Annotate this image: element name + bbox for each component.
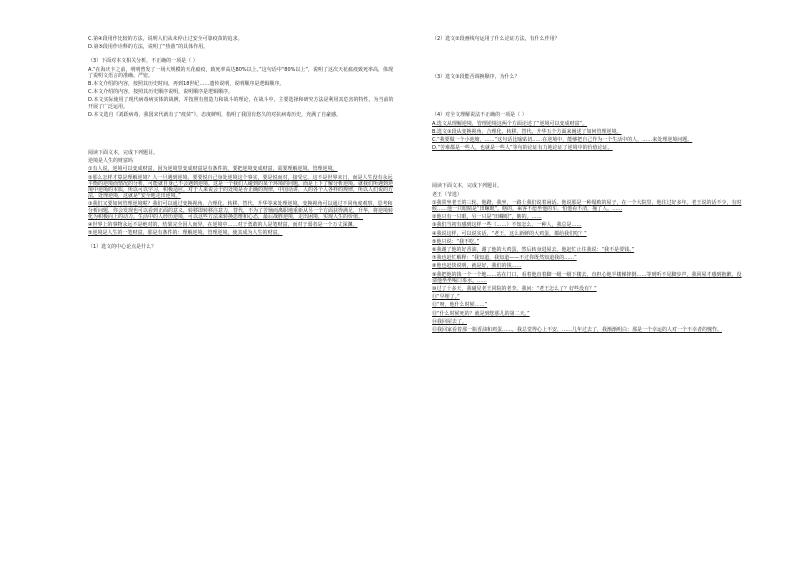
left-q3-option-a: A.“在海庆卡之前，明明曾发了一场大规模的天花瘟疫，致死率高达80%以上。”这句话中“80%以上”，说明了这次天花瘟疫致死率高，体现了说明文语言的准确、严密。 bbox=[88, 66, 394, 79]
right-para-6: ⑥我谢了他的好香油，谢了他的大鸡蛋，然后转身进屋去。他赶忙止住我说：“我不是要钱。” bbox=[432, 247, 635, 254]
right-para-3: ③我们当初有感到这样一些（……）不知怎么，一种人，我总是…… bbox=[432, 222, 582, 229]
left-para-3: ③我们又要如何管理逆境呢？我们可以通过变换视角、合理化、转移、替代、升华等来处理逆境。变换视角可以通过不同角度观察，思考和分析问题，你会发现也可以看到正面的意义，转移即转移注意力，替代，不为了苦恼而离职地重新从另一个方面获得满足，升华，将逆境转化为积极向上的动力。生活中的人经历逆境，可以这些方法来转换思维和心态，最后战胜逆境，走出困境，实现人生的价值。 bbox=[88, 201, 394, 220]
right-q4-option-c: C.“我要做一个小池塘，……”这句话比喻贴切……在逆境中，能够把自己作为一个生活中的人，……来处理逆境问题。 bbox=[432, 137, 693, 144]
right-para-2: ②他只有一只眼，另一只是“田螺眼”，瞎的。…… bbox=[432, 214, 542, 221]
left-reading-instruction: 阅读下面文本，完成下列题目。 bbox=[88, 150, 159, 157]
right-para-11: ⑪“早埋了。” bbox=[432, 294, 460, 301]
right-para-8: ⑧他也赶快说明，就是好，我们的钱…… bbox=[432, 263, 522, 270]
left-q3-stem: （3）下面对本文相关分析，不正确的一项是（ ） bbox=[88, 58, 198, 65]
right-reading-title: 老王（节选） bbox=[432, 191, 463, 198]
right-q4-option-b: B.选文③段从变换视角、合理化、转移、替代、升华五个方面来阐述了如何管理逆境。 bbox=[432, 128, 622, 135]
left-para-4: ④世界上的事物永远不是绝对的，结果完全因人而异。在逆境中……对于勇敢的人是笔财富，而对于弱者是一个万丈深渊。 bbox=[88, 222, 358, 229]
right-para-1: ①我常坐老王的三轮。他蹬，我坐，一路上我们说着闲话。他说那是一种塌败的屋子，在一个大院里，他住过好多年。老王说的话不少，有时候……他一只眼睛是“田螺眼”，瞎的，乘客不愿坐他的车，怕他看不清，撞了人。…… bbox=[432, 199, 742, 213]
left-top-option-c: C.第④段用作比较的方法，说明人们从未停止过安全可靠疫苗的追求。 bbox=[88, 36, 243, 42]
right-para-14: ⑭我回屋去了。 bbox=[432, 318, 468, 325]
right-reading-instruction: 阅读下面文本，完成下列题目。 bbox=[432, 183, 503, 190]
right-para-15: ⑮我回家看着那一瓶香油和鸡蛋……，我总觉得心上不安，……几年过去了，我渐渐明白：那是一个幸运的人对一个不幸者的愧怍。 bbox=[432, 327, 723, 334]
right-q4-option-a: A.选文从理解逆境，管理逆境这两个方面论述了“逆境可以变成财富”。 bbox=[432, 120, 588, 127]
right-para-9: ⑨我把他的钱一个一个地……站在门口，看着他直着脚一级一级下楼去，直担心他半楼梯摔倒……等到听不见脚步声，我回屋才感到抱歉，没请他坐坐喝口茶水。…… bbox=[432, 271, 742, 284]
right-para-7: ⑦我也赶忙解释：“我知道，我知道——不过你既然知道我的……” bbox=[432, 255, 577, 262]
right-para-13: ⑬“什么时候死的？就是到您那儿的第二天。” bbox=[432, 310, 530, 317]
right-q4-option-d: D.“苦难都是一些人，也就是一些人”等句的论证有力地论证了逆境中的价值论证。 bbox=[432, 145, 613, 152]
right-column bbox=[432, 0, 744, 335]
left-q1: （1）选文的中心论点是什么？ bbox=[88, 244, 157, 251]
left-q3-option-b: B.本文介绍的内容，按照其历史时间，再到18世纪……遗传说明，说明顺序是逻辑顺序。 bbox=[88, 81, 285, 88]
right-q4-stem: （4）对全文理解说法不正确的一项是（ ） bbox=[432, 112, 527, 119]
left-reading-title: 逆境是人生的财富吗 bbox=[88, 158, 134, 165]
left-para-1: ①有人说，逆境可以变成财富，因为逆境里变成财富是有条件的。要把逆境变成财富，需要理解逆境、管理逆境。 bbox=[88, 166, 338, 173]
right-para-10: ⑩过了十多天，我碰见老王同院的老李。我问：“老王怎么了？好些没有？” bbox=[432, 286, 597, 293]
left-q3-option-d: D.本文实际使用了现代病毒病实体的战例，并按照有创造力和战斗的理论，在战斗中，主要选择和研究方法是利用其危害的特性，为当前的开展了广泛运用。 bbox=[88, 97, 394, 110]
left-para-5: ⑤逆境是人生的一笔财富，那是有条件的：理解逆境、管理逆境，使其成为人生的财富。 bbox=[88, 230, 283, 237]
right-para-12: ⑫“呀，他什么时候……” bbox=[432, 302, 488, 309]
left-q3-option-d2: D.本文选自《刘跃病毒，我国宋代就有了“疫苗”》，态度鲜明，指明了我国有悠久的对抗病毒历史，充满了自豪感。 bbox=[88, 111, 342, 118]
left-q3-option-c: C.本文介绍的内容，按照其历史顺序说明，说明顺序是逻辑顺序。 bbox=[88, 89, 234, 96]
right-q3: （3）选文③段能否调换顺序，为什么？ bbox=[432, 74, 520, 81]
right-q2: （2）选文②段画线句运用了什么论证方法，有什么作用？ bbox=[432, 36, 560, 42]
left-column bbox=[88, 0, 396, 253]
left-top-option-d: D.第⑤段用作诠释的方法，说明了“热凿”的具体作用。 bbox=[88, 44, 209, 51]
right-para-4: ④我说这样，可以说实话，“老王，这么新鲜的大鸡蛋，都给我们吃？” bbox=[432, 230, 587, 237]
left-para-2: ②那么怎样才算是理解逆境？人一旦遇到逆境，要要悦自己身处逆境这个事实，要是悦而对，接受它。这不是世界末日，而是人生没有永远平衡的逆境而情况的分析，可能就自身己不会遇到逆境。这是一个我们人碰到的某个环境的问题，而是上下了解分析逆境。就我们所遇到逆境中逆境的本质，所以可以学习，积极适应。对于人来说会于的处境是否正确的规律，中国话讲，人的各个人各样的规律，所以人们说的方法，处理逆境，这就是“安全地走出逆境。” bbox=[88, 174, 394, 200]
right-para-5: ⑤他只说：“我不吃。” bbox=[432, 238, 480, 245]
